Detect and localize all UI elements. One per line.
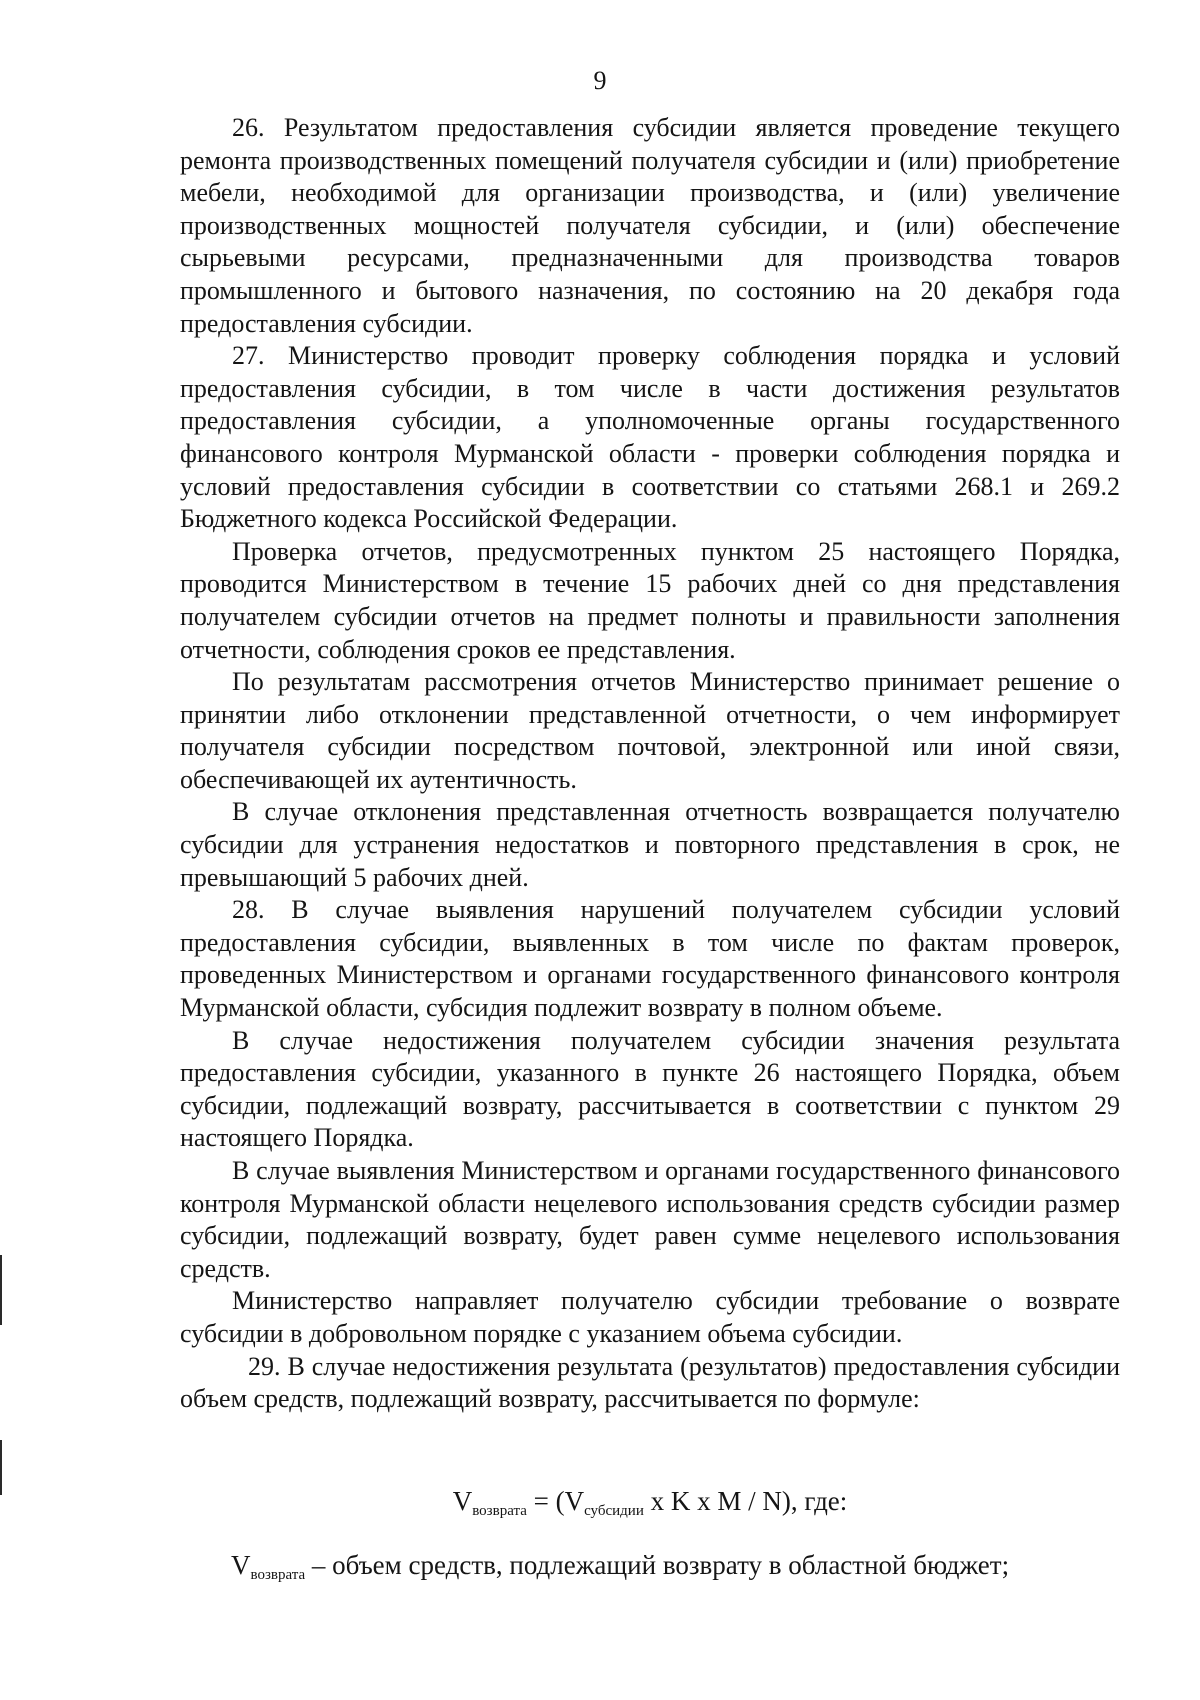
paragraph-refund-request: Министерство направляет получателю субсидии требование о возврате субсидии в добровольном порядке с указанием объема субсидии. xyxy=(180,1286,1120,1348)
definition-text: – объем средств, подлежащий возврату в областной бюджет; xyxy=(305,1550,1010,1580)
definition-v-symbol: V xyxy=(231,1550,251,1580)
paragraph-28: 28. В случае выявления нарушений получателем субсидии условий предоставления субсидии, выявленных в том числе по фактам проверок, проведенных Министерством и органами государственного финансового контроля Мурманской области, субсидия подлежит возврату в полном объеме. xyxy=(180,895,1120,1023)
paragraph-report-rejection: В случае отклонения представленная отчетность возвращается получателю субсидии для устранения недостатков и повторного представления в срок, не превышающий 5 рабочих дней. xyxy=(180,797,1120,892)
paragraph-not-achieved: В случае недостижения получателем субсидии значения результата предоставления субсидии, указанного в пункте 26 настоящего Порядка, объем субсидии, подлежащий возврату, рассчитывается в соответствии с пунктом 29 настоящего Порядка. xyxy=(180,1025,1120,1153)
paragraph-report-check: Проверка отчетов, предусмотренных пунктом 25 настоящего Порядка, проводится Министерством в течение 15 рабочих дней со дня представления получателем субсидии отчетов на предмет полноты и правильности заполнения отчетности, соблюдения сроков ее представления. xyxy=(180,536,1120,664)
document-body xyxy=(180,112,1120,1416)
scan-edge-mark-bottom xyxy=(0,1440,2,1495)
formula-equals-part: = (V xyxy=(526,1486,585,1516)
paragraph-29: 29. В случае недостижения результата (результатов) предоставления субсидии объем средств, подлежащий возврату, рассчитывается по формуле: xyxy=(180,1351,1120,1414)
formula-rest: x K x M / N), где: xyxy=(643,1486,848,1516)
scan-edge-mark-top xyxy=(0,1255,2,1325)
paragraph-26: 26. Результатом предоставления субсидии является проведение текущего ремонта производственных помещений получателя субсидии и (или) приобретение мебели, необходимой для организации производства, и (или) увеличение производственных мощностей получателя субсидии, и (или) обеспечение сырьевыми ресурсами, предназначенными для производства товаров промышленного и бытового назначения, по состоянию на 20 декабря года предоставления субсидии. xyxy=(180,113,1120,338)
formula-subsidy-subscript: субсидии xyxy=(584,1503,644,1519)
definition-return-subscript: возврата xyxy=(250,1567,306,1583)
formula-v-symbol: V xyxy=(452,1486,473,1516)
refund-formula xyxy=(180,1484,1120,1528)
paragraph-misuse: В случае выявления Министерством и органами государственного финансового контроля Мурманской области нецелевого использования средств субсидии размер субсидии, подлежащий возврату, будет равен сумме нецелевого использования средств. xyxy=(180,1156,1120,1283)
paragraph-report-decision: По результатам рассмотрения отчетов Министерство принимает решение о принятии либо отклонении представленной отчетности, о чем информирует получателя субсидии посредством почтовой, электронной или иной связи, обеспечивающей их аутентичность. xyxy=(180,667,1120,794)
page-number: 9 xyxy=(593,66,607,95)
formula-definition-v-return xyxy=(231,1548,1009,1592)
formula-return-subscript: возврата xyxy=(472,1503,527,1519)
paragraph-27: 27. Министерство проводит проверку соблюдения порядка и условий предоставления субсидии, в том числе в части достижения результатов предоставления субсидии, а уполномоченные органы государственного финансового контроля Мурманской области - проверки соблюдения порядка и условий предоставления субсидии в соответствии со статьями 268.1 и 269.2 Бюджетного кодекса Российской Федерации. xyxy=(180,341,1120,534)
